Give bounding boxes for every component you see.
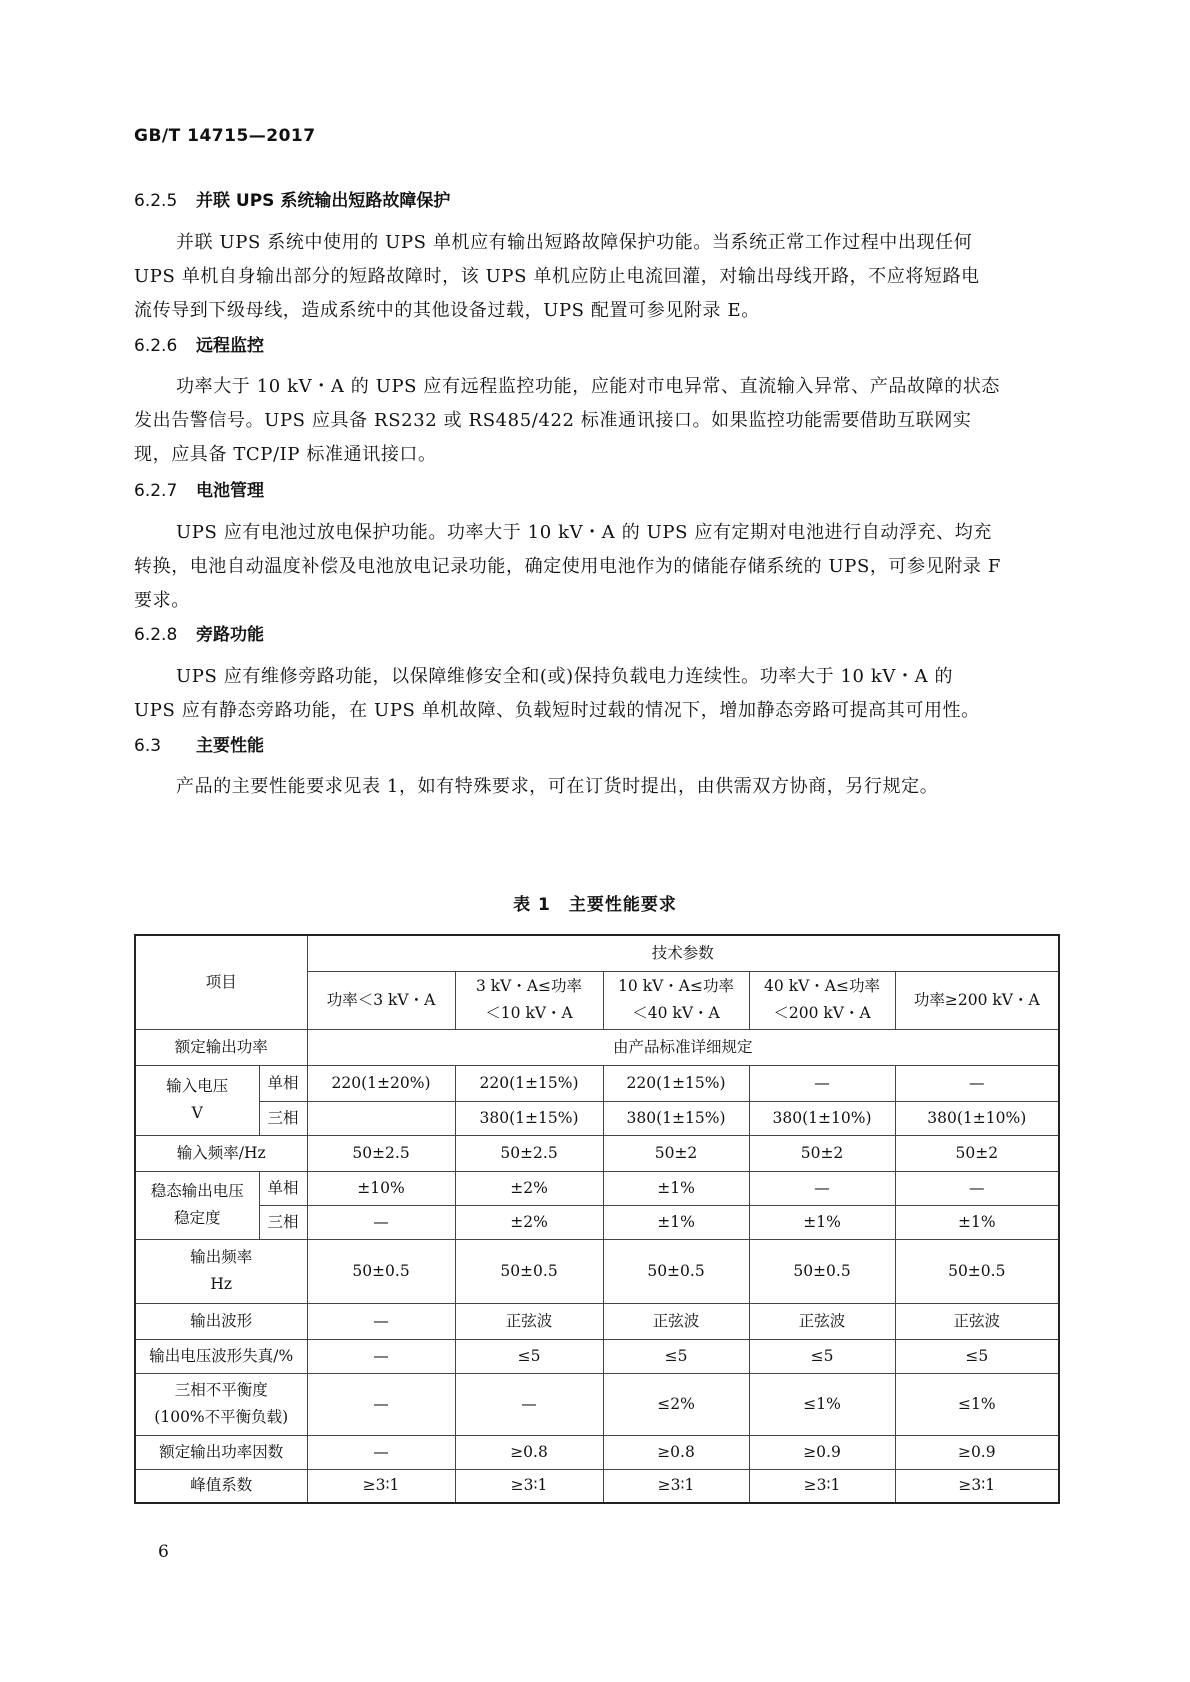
cell: 50±2.5 bbox=[307, 1135, 455, 1171]
section-number: 6.2.5 bbox=[134, 191, 178, 211]
section-title: 电池管理 bbox=[196, 481, 264, 501]
cell: ±2% bbox=[455, 1171, 603, 1205]
cell: — bbox=[895, 1065, 1059, 1101]
cell: ≥0.8 bbox=[603, 1435, 749, 1469]
table-row bbox=[135, 1135, 1059, 1171]
standard-code: GB/T 14715—2017 bbox=[134, 126, 316, 146]
paragraph-line: UPS 单机自身输出部分的短路故障时，该 UPS 单机应防止电流回灌，对输出母线开路，不应将短路电 bbox=[134, 266, 980, 287]
cell: 50±0.5 bbox=[603, 1239, 749, 1303]
row-label: 峰值系数 bbox=[135, 1469, 307, 1503]
paragraph-6-2-7 bbox=[134, 516, 1058, 618]
cell: — bbox=[749, 1065, 895, 1101]
cell: — bbox=[307, 1205, 455, 1239]
cell: ≤1% bbox=[895, 1373, 1059, 1435]
table-row bbox=[135, 1469, 1059, 1503]
cell: — bbox=[307, 1339, 455, 1373]
cell: — bbox=[455, 1373, 603, 1435]
paragraph-line: 并联 UPS 系统中使用的 UPS 单机应有输出短路故障保护功能。当系统正常工作过程中出现任何 bbox=[176, 232, 973, 253]
row-sublabel: 三相 bbox=[259, 1101, 307, 1135]
row-label: 三相不平衡度 (100%不平衡负载) bbox=[135, 1373, 307, 1435]
table-header-row bbox=[135, 935, 1059, 971]
cell: ≤1% bbox=[749, 1373, 895, 1435]
cell: ≥0.8 bbox=[455, 1435, 603, 1469]
section-title: 远程监控 bbox=[196, 336, 264, 356]
cell: ≥0.9 bbox=[895, 1435, 1059, 1469]
section-heading-6-3 bbox=[134, 731, 264, 756]
paragraph-line: UPS 应有电池过放电保护功能。功率大于 10 kV・A 的 UPS 应有定期对电池进行自动浮充、均充 bbox=[176, 522, 992, 543]
header-params: 技术参数 bbox=[307, 935, 1059, 971]
section-number: 6.2.7 bbox=[134, 481, 178, 501]
header-col: 10 kV・A≤功率 ＜40 kV・A bbox=[603, 971, 749, 1029]
section-number: 6.2.8 bbox=[134, 625, 178, 645]
paragraph-6-2-6 bbox=[134, 370, 1058, 472]
paragraph-line: 流传导到下级母线，造成系统中的其他设备过载，UPS 配置可参见附录 E。 bbox=[134, 300, 760, 321]
cell: ±2% bbox=[455, 1205, 603, 1239]
cell: 220(1±15%) bbox=[603, 1065, 749, 1101]
paragraph-6-2-8 bbox=[134, 660, 1058, 728]
cell: 380(1±10%) bbox=[749, 1101, 895, 1135]
cell: ±1% bbox=[603, 1171, 749, 1205]
cell: 50±2 bbox=[749, 1135, 895, 1171]
table-row bbox=[135, 1205, 1059, 1239]
table-row bbox=[135, 1239, 1059, 1303]
row-sublabel: 单相 bbox=[259, 1171, 307, 1205]
section-number: 6.2.6 bbox=[134, 336, 178, 356]
cell: ≤5 bbox=[455, 1339, 603, 1373]
page-number: 6 bbox=[158, 1542, 169, 1562]
cell: — bbox=[895, 1171, 1059, 1205]
paragraph-line: UPS 应有静态旁路功能，在 UPS 单机故障、负载短时过载的情况下，增加静态旁路可提高其可用性。 bbox=[134, 700, 980, 721]
table-row bbox=[135, 1435, 1059, 1469]
paragraph-line: 功率大于 10 kV・A 的 UPS 应有远程监控功能，应能对市电异常、直流输入异常、产品故障的状态 bbox=[176, 376, 1001, 397]
table-row bbox=[135, 1303, 1059, 1339]
cell: ≤5 bbox=[895, 1339, 1059, 1373]
paragraph-line: 发出告警信号。UPS 应具备 RS232 或 RS485/422 标准通讯接口。如果监控功能需要借助互联网实 bbox=[134, 410, 972, 431]
cell: — bbox=[749, 1171, 895, 1205]
row-label: 稳态输出电压 稳定度 bbox=[135, 1171, 259, 1239]
cell: 由产品标准详细规定 bbox=[307, 1029, 1059, 1065]
row-label: 输出频率 Hz bbox=[135, 1239, 307, 1303]
cell: ≥3∶1 bbox=[749, 1469, 895, 1503]
cell: — bbox=[307, 1435, 455, 1469]
paragraph-line: 要求。 bbox=[134, 590, 190, 611]
paragraph-line: 产品的主要性能要求见表 1，如有特殊要求，可在订货时提出，由供需双方协商，另行规定。 bbox=[176, 776, 939, 797]
cell: 50±2 bbox=[895, 1135, 1059, 1171]
cell: ≥3∶1 bbox=[603, 1469, 749, 1503]
section-heading-6-2-7 bbox=[134, 476, 264, 501]
cell: ±10% bbox=[307, 1171, 455, 1205]
section-number: 6.3 bbox=[134, 736, 162, 756]
cell: 正弦波 bbox=[455, 1303, 603, 1339]
cell: 380(1±10%) bbox=[895, 1101, 1059, 1135]
header-col: 功率＜3 kV・A bbox=[307, 971, 455, 1029]
table-row bbox=[135, 1171, 1059, 1205]
performance-table bbox=[134, 934, 1060, 1504]
cell: 220(1±15%) bbox=[455, 1065, 603, 1101]
cell: 50±0.5 bbox=[749, 1239, 895, 1303]
section-title: 主要性能 bbox=[196, 736, 264, 756]
table-row bbox=[135, 1029, 1059, 1065]
cell: ≥3∶1 bbox=[455, 1469, 603, 1503]
table-row bbox=[135, 1101, 1059, 1135]
section-heading-6-2-8 bbox=[134, 620, 264, 645]
cell: 50±2 bbox=[603, 1135, 749, 1171]
table-row bbox=[135, 1373, 1059, 1435]
header-item: 项目 bbox=[135, 935, 307, 1029]
cell: 380(1±15%) bbox=[603, 1101, 749, 1135]
cell: ≤5 bbox=[749, 1339, 895, 1373]
cell: — bbox=[307, 1303, 455, 1339]
header-col: 3 kV・A≤功率 ＜10 kV・A bbox=[455, 971, 603, 1029]
paragraph-line: 现，应具备 TCP/IP 标准通讯接口。 bbox=[134, 444, 437, 465]
section-title: 旁路功能 bbox=[196, 625, 264, 645]
paragraph-6-2-5 bbox=[134, 226, 1058, 328]
cell: 50±0.5 bbox=[307, 1239, 455, 1303]
cell: ±1% bbox=[603, 1205, 749, 1239]
cell: ≥3∶1 bbox=[307, 1469, 455, 1503]
cell: ±1% bbox=[749, 1205, 895, 1239]
cell: ≤2% bbox=[603, 1373, 749, 1435]
paragraph-line: UPS 应有维修旁路功能，以保障维修安全和(或)保持负载电力连续性。功率大于 10 kV・A 的 bbox=[176, 666, 954, 687]
section-heading-6-2-5 bbox=[134, 186, 450, 211]
cell: 正弦波 bbox=[603, 1303, 749, 1339]
table-title: 表 1 主要性能要求 bbox=[513, 895, 677, 915]
section-heading-6-2-6 bbox=[134, 331, 264, 356]
cell bbox=[307, 1101, 455, 1135]
row-label: 额定输出功率因数 bbox=[135, 1435, 307, 1469]
cell: 50±2.5 bbox=[455, 1135, 603, 1171]
table-row bbox=[135, 1065, 1059, 1101]
cell: — bbox=[307, 1373, 455, 1435]
cell: 380(1±15%) bbox=[455, 1101, 603, 1135]
table-row bbox=[135, 1339, 1059, 1373]
cell: 50±0.5 bbox=[895, 1239, 1059, 1303]
row-label: 额定输出功率 bbox=[135, 1029, 307, 1065]
paragraph-line: 转换，电池自动温度补偿及电池放电记录功能，确定使用电池作为的储能存储系统的 UPS，可参见附录 F bbox=[134, 556, 1001, 577]
row-sublabel: 三相 bbox=[259, 1205, 307, 1239]
cell: 50±0.5 bbox=[455, 1239, 603, 1303]
cell: 正弦波 bbox=[895, 1303, 1059, 1339]
row-label: 输出波形 bbox=[135, 1303, 307, 1339]
section-title: 并联 UPS 系统输出短路故障保护 bbox=[196, 191, 451, 211]
cell: ±1% bbox=[895, 1205, 1059, 1239]
cell: ≥3∶1 bbox=[895, 1469, 1059, 1503]
paragraph-6-3 bbox=[134, 770, 1058, 804]
header-col: 功率≥200 kV・A bbox=[895, 971, 1059, 1029]
cell: 正弦波 bbox=[749, 1303, 895, 1339]
header-col: 40 kV・A≤功率 ＜200 kV・A bbox=[749, 971, 895, 1029]
row-label: 输出电压波形失真/% bbox=[135, 1339, 307, 1373]
row-sublabel: 单相 bbox=[259, 1065, 307, 1101]
row-label: 输入电压 V bbox=[135, 1065, 259, 1135]
row-label: 输入频率/Hz bbox=[135, 1135, 307, 1171]
cell: ≥0.9 bbox=[749, 1435, 895, 1469]
cell: ≤5 bbox=[603, 1339, 749, 1373]
cell: 220(1±20%) bbox=[307, 1065, 455, 1101]
